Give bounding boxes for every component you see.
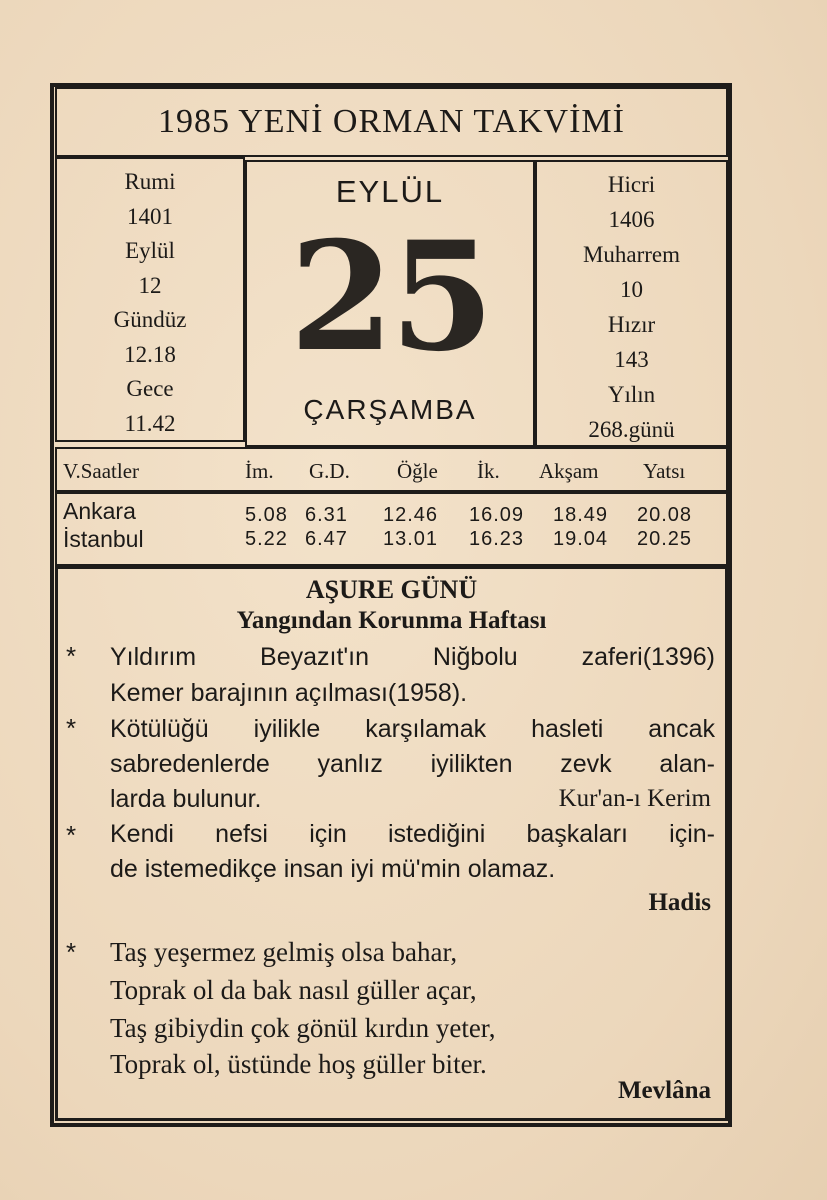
daily-notes-panel xyxy=(55,566,728,1121)
poem-line: Toprak ol, üstünde hoş güller biter. xyxy=(110,1049,487,1079)
note-source: Hadis xyxy=(648,889,711,916)
table-row xyxy=(57,526,726,556)
note-line: Kötülüğü iyilikle karşılamak hasleti ancak xyxy=(110,715,715,743)
time-ogle: 13.01 xyxy=(383,528,439,550)
column-yatsi: Yatsı xyxy=(643,459,686,483)
prayer-times-header xyxy=(55,447,728,492)
note-line: de istemedikçe insan iyi mü'min olamaz. xyxy=(110,855,556,883)
poem-line: Taş gibiydin çok gönül kırdın yeter, xyxy=(110,1013,496,1043)
bullet-star: * xyxy=(66,713,77,743)
rumi-calendar-panel xyxy=(55,157,245,442)
hijri-year: 1406 xyxy=(608,207,655,232)
bullet-star: * xyxy=(66,641,77,671)
bullet-star: * xyxy=(66,937,77,967)
time-gunes: 6.47 xyxy=(305,528,348,550)
time-imsak: 5.22 xyxy=(245,528,288,550)
hizir-label: Hızır xyxy=(607,312,656,337)
time-ikindi: 16.09 xyxy=(469,504,525,526)
table-row xyxy=(57,498,726,528)
prayer-times-table xyxy=(55,492,728,566)
hizir-value: 143 xyxy=(614,347,649,372)
poem-line: Taş yeşermez gelmiş olsa bahar, xyxy=(110,937,458,967)
night-label: Gece xyxy=(126,376,174,401)
time-yatsi: 20.25 xyxy=(637,528,693,550)
daytime-value: 12.18 xyxy=(124,341,176,367)
hijri-calendar-panel xyxy=(535,160,728,447)
time-gunes: 6.31 xyxy=(305,504,348,526)
column-gunes: G.D. xyxy=(309,459,350,483)
prayer-times-label: V.Saatler xyxy=(63,459,140,483)
note-line: Kemer barajının açılması(1958). xyxy=(110,679,468,707)
rumi-month: Eylül xyxy=(125,238,175,263)
note-line: Kendi nefsi için istediğini başkaları için- xyxy=(110,820,715,848)
rumi-year: 1401 xyxy=(127,203,173,229)
time-aksam: 19.04 xyxy=(553,528,609,550)
note-line: Yıldırım Beyazıt'ın Niğbolu zaferi(1396) xyxy=(110,643,715,671)
hijri-label: Hicri xyxy=(607,172,656,197)
calendar-title xyxy=(55,87,728,157)
poem-source: Mevlâna xyxy=(617,1077,711,1104)
rumi-day: 12 xyxy=(138,272,162,298)
note-line: sabredenlerde yanlız iyilikten zevk alan- xyxy=(110,750,715,778)
bullet-star: * xyxy=(66,820,77,850)
rumi-label: Rumi xyxy=(124,169,176,194)
city-name: Ankara xyxy=(63,498,136,524)
daytime-label: Gündüz xyxy=(113,307,187,332)
poem-line: Toprak ol da bak nasıl güller açar, xyxy=(110,975,477,1005)
hijri-day: 10 xyxy=(620,277,643,302)
gregorian-day-number: 25 xyxy=(289,209,491,385)
gregorian-month: EYLÜL xyxy=(335,174,445,209)
notes-heading: AŞURE GÜNÜ xyxy=(305,575,478,604)
time-yatsi: 20.08 xyxy=(637,504,693,526)
time-ogle: 12.46 xyxy=(383,504,439,526)
column-ikindi: İk. xyxy=(477,459,500,483)
time-imsak: 5.08 xyxy=(245,504,288,526)
column-aksam: Akşam xyxy=(539,459,599,483)
column-imsak: İm. xyxy=(245,459,274,483)
night-value: 11.42 xyxy=(124,410,176,436)
year-day-value: 268.günü xyxy=(588,417,675,442)
notes-subheading: Yangından Korunma Haftası xyxy=(236,607,547,634)
gregorian-date-panel xyxy=(245,160,535,447)
year-day-label: Yılın xyxy=(607,382,656,407)
note-source: Kur'an-ı Kerim xyxy=(558,785,711,812)
note-line: larda bulunur. xyxy=(110,785,262,813)
column-ogle: Öğle xyxy=(397,459,438,483)
gregorian-weekday: ÇARŞAMBA xyxy=(303,394,477,425)
time-ikindi: 16.23 xyxy=(469,528,525,550)
time-aksam: 18.49 xyxy=(553,504,609,526)
calendar-title-text: 1985 YENİ ORMAN TAKVİMİ xyxy=(158,103,625,140)
hijri-month: Muharrem xyxy=(582,242,681,267)
city-name: İstanbul xyxy=(63,526,144,552)
